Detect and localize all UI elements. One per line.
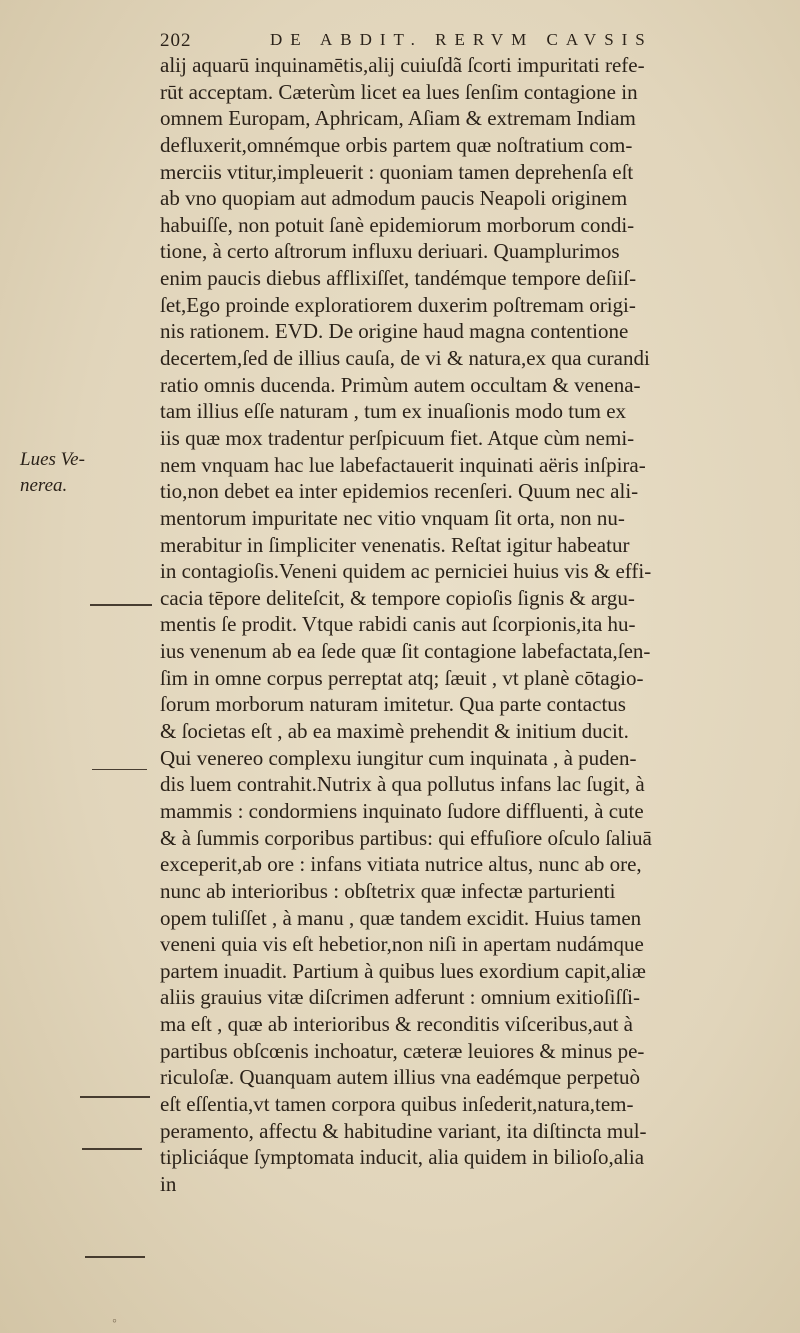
text-line: aliis grauius vitæ diſcrimen adferunt : omnium exitioſiſſi-: [160, 985, 641, 1010]
text-line: enim paucis diebus afflixiſſet, tandémque tempore deſiiſ-: [160, 266, 637, 291]
text-line: & ſocietas eſt , ab ea maximè prehendit & initium ducit.: [160, 719, 629, 744]
margin-note-line-1: Lues Ve-: [20, 449, 85, 470]
text-line: decertem,ſed de illius cauſa, de vi & natura,ex qua curandi: [160, 346, 650, 371]
text-line: in: [160, 1171, 177, 1196]
text-line: Qui venereo complexu iungitur cum inquinata , à puden-: [160, 745, 637, 770]
text-line: eſt eſſentia,vt tamen corpora quibus inſederit,natura,tem-: [160, 1091, 634, 1116]
page-number: 202: [160, 30, 192, 51]
margin-mark: [92, 769, 147, 770]
text-line: tam illius eſſe naturam , tum ex inuaſionis modo tum ex: [160, 399, 627, 424]
text-line: ius venenum ab ea ſede quæ ſit contagione labefactata,ſen-: [160, 639, 651, 664]
text-line: iis quæ mox tradentur perſpicuum fiet. Atque cùm nemi-: [160, 425, 635, 450]
text-line: ab vno quopiam aut admodum paucis Neapoli originem: [160, 186, 628, 211]
text-line: mentorum impuritate nec vitio vnquam ſit orta, non nu-: [160, 505, 625, 530]
text-line: exceperit,ab ore : infans vitiata nutrice altus, nunc ab ore,: [160, 852, 642, 877]
body-text: [160, 52, 780, 1198]
text-line: ſet,Ego proinde exploratiorem duxerim poſtremam origi-: [160, 292, 636, 317]
text-line: alij aquarū inquinamētis,alij cuiuſdã ſcorti impuritati refe-: [160, 53, 645, 77]
text-line: habuiſſe, non potuit ſanè epidemiorum morborum condi-: [160, 212, 635, 237]
text-line: nunc ab interioribus : obſtetrix quæ infectæ parturienti: [160, 878, 616, 903]
running-head: DE ABDIT. RERVM CAVSIS: [270, 30, 653, 49]
text-line: mammis : condormiens inquinato ſudore diffluenti, à cute: [160, 798, 644, 823]
text-line: peramento, affectu & habitudine variant, ita diſtincta mul-: [160, 1118, 647, 1143]
text-line: ſim in omne corpus perreptat atq; ſæuit , vt planè cōtagio-: [160, 665, 644, 690]
text-line: omnem Europam, Aphricam, Aſiam & extremam Indiam: [160, 106, 636, 131]
text-line: mentis ſe prodit. Vtque rabidi canis aut ſcorpionis,ita hu-: [160, 612, 636, 637]
text-line: partem inuadit. Partium à quibus lues exordium capit,aliæ: [160, 958, 646, 983]
text-line: ſorum morborum naturam imitetur. Qua parte contactus: [160, 692, 626, 717]
text-line: nem vnquam hac lue labefactauerit inquinati aëris inſpira-: [160, 452, 646, 477]
margin-note-line-2: nerea.: [20, 475, 68, 496]
text-line: dis luem contrahit.Nutrix à qua pollutus infans lac ſugit, à: [160, 772, 645, 797]
margin-mark: [80, 1096, 150, 1098]
text-line: rūt acceptam. Cæterùm licet ea lues ſenſim contagione in: [160, 79, 638, 104]
page-stain-mark: ◦: [112, 1314, 117, 1329]
text-line: & à ſummis corporibus partibus: qui effuſiore oſculo ſaliuā: [160, 825, 652, 850]
text-line: tione, à certo aſtrorum influxu deriuari. Quamplurimos: [160, 239, 620, 264]
margin-mark: [85, 1256, 145, 1258]
text-line: riculoſæ. Quanquam autem illius vna eadémque perpetuò: [160, 1065, 640, 1090]
text-line: merabitur in ſimpliciter venenatis. Reſtat igitur habeatur: [160, 532, 630, 557]
text-line: ma eſt , quæ ab interioribus & reconditis viſceribus,aut à: [160, 1012, 633, 1037]
margin-mark: [90, 604, 152, 606]
text-line: partibus obſcœnis inchoatur, cæteræ leuiores & minus pe-: [160, 1038, 645, 1063]
text-line: tipliciáque ſymptomata inducit, alia quidem in bilioſo,alia: [160, 1145, 645, 1170]
text-line: nis rationem. EVD. De origine haud magna contentione: [160, 319, 629, 344]
text-line: tio,non debet ea inter epidemios recenſeri. Quum nec ali-: [160, 479, 639, 504]
text-line: cacia tēpore deliteſcit, & tempore copioſis ſignis & argu-: [160, 585, 635, 610]
text-line: opem tuliſſet , à manu , quæ tandem excidit. Huius tamen: [160, 905, 642, 930]
text-line: veneni quia vis eſt hebetior,non niſi in apertam nudámque: [160, 932, 644, 957]
text-line: defluxerit,omnémque orbis partem quæ noſtratium com-: [160, 132, 633, 157]
margin-mark: [82, 1148, 142, 1150]
margin-note: [20, 447, 85, 499]
text-line: in contagioſis.Veneni quidem ac perniciei huius vis & effi-: [160, 559, 652, 584]
text-line: merciis vtitur,impleuerit : quoniam tamen deprehenſa eſt: [160, 159, 634, 184]
text-line: ratio omnis ducenda. Primùm autem occultam & venena-: [160, 372, 641, 397]
